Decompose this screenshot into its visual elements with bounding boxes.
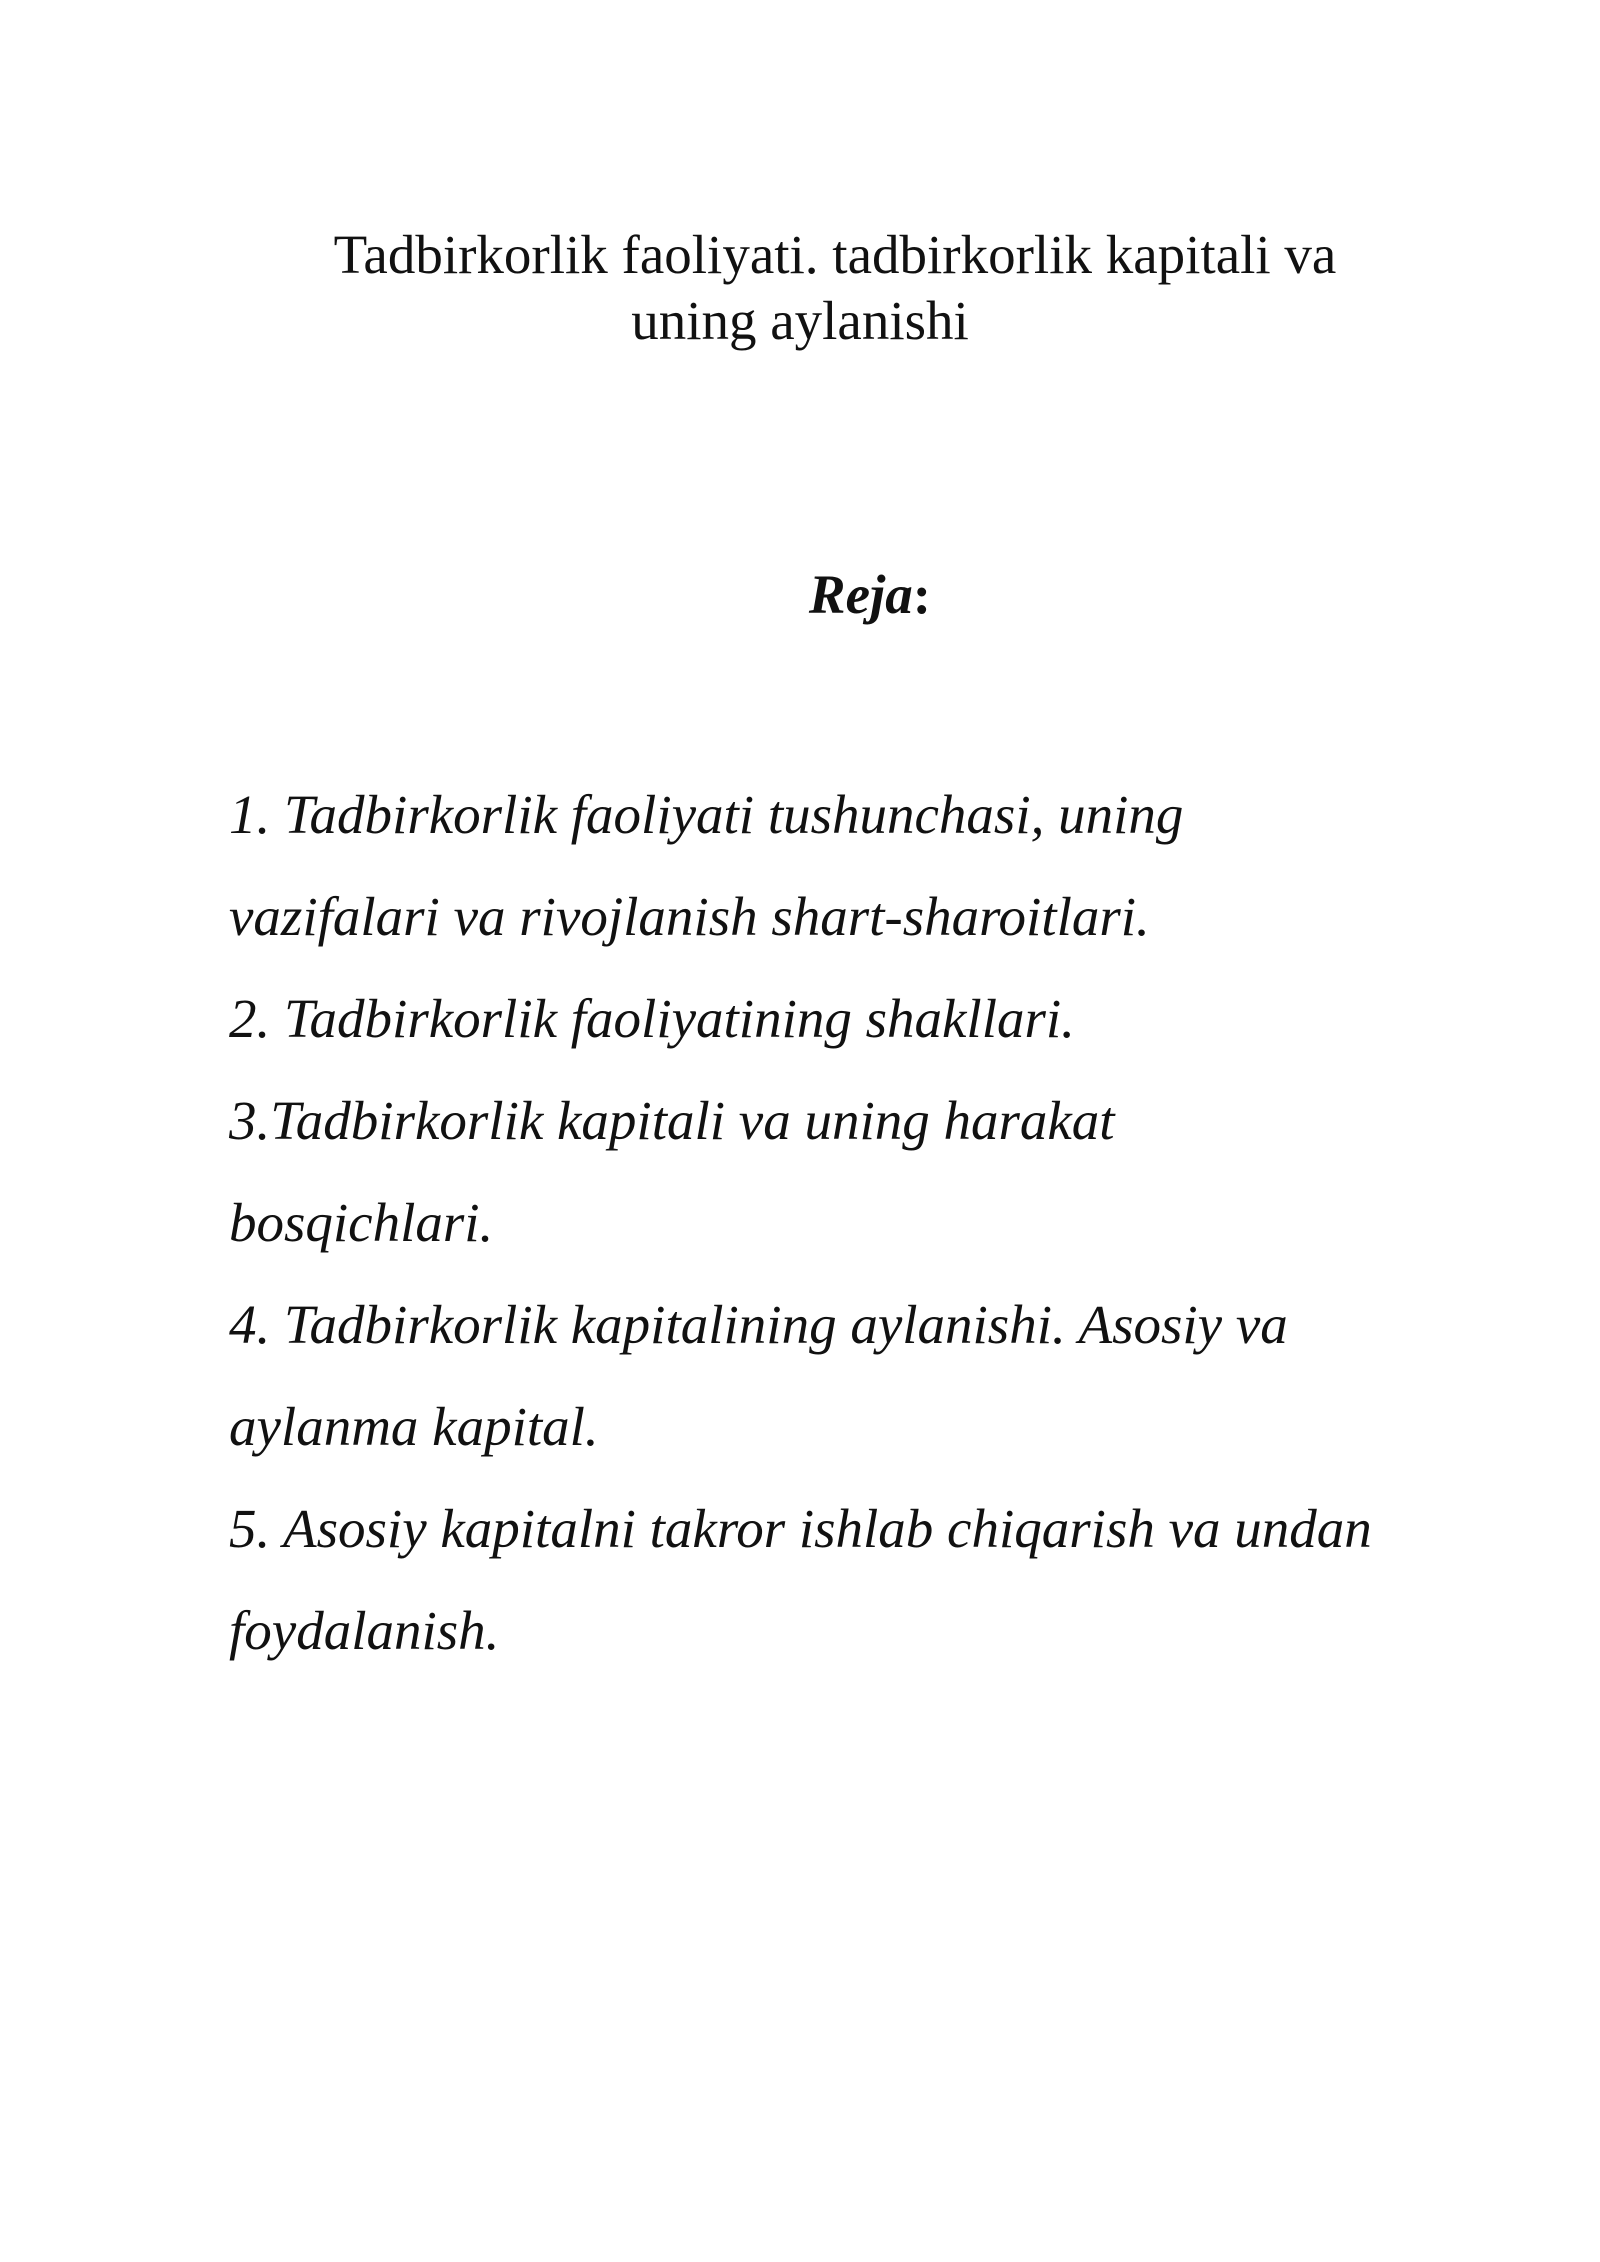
plan-line-1: 1. Tadbirkorlik faoliyati tushunchasi, uning [229,784,1184,845]
plan-line-9: foydalanish. [229,1600,500,1661]
plan-heading-colon: : [912,564,932,625]
plan-line-7: aylanma kapital. [229,1396,599,1457]
plan-line-8: 5. Asosiy kapitalni takror ishlab chiqarish va undan [229,1498,1372,1559]
plan-line-2: vazifalari va rivojlanish shart-sharoitlari. [229,886,1150,947]
plan-line-6: 4. Tadbirkorlik kapitalining aylanishi. Asosiy va [229,1294,1288,1355]
plan-line-3: 2. Tadbirkorlik faoliyatining shakllari. [229,988,1075,1049]
plan-line-4: 3.Tadbirkorlik kapitali va uning harakat [229,1090,1115,1151]
plan-list [229,764,1529,1682]
title-line-2: uning aylanishi [631,290,969,351]
plan-heading [70,562,1600,628]
plan-heading-text: Reja [808,564,913,625]
plan-line-5: bosqichlari. [229,1192,494,1253]
document-title [0,222,1600,354]
title-line-1: Tadbirkorlik faoliyati. tadbirkorlik kapitali va [333,224,1337,285]
